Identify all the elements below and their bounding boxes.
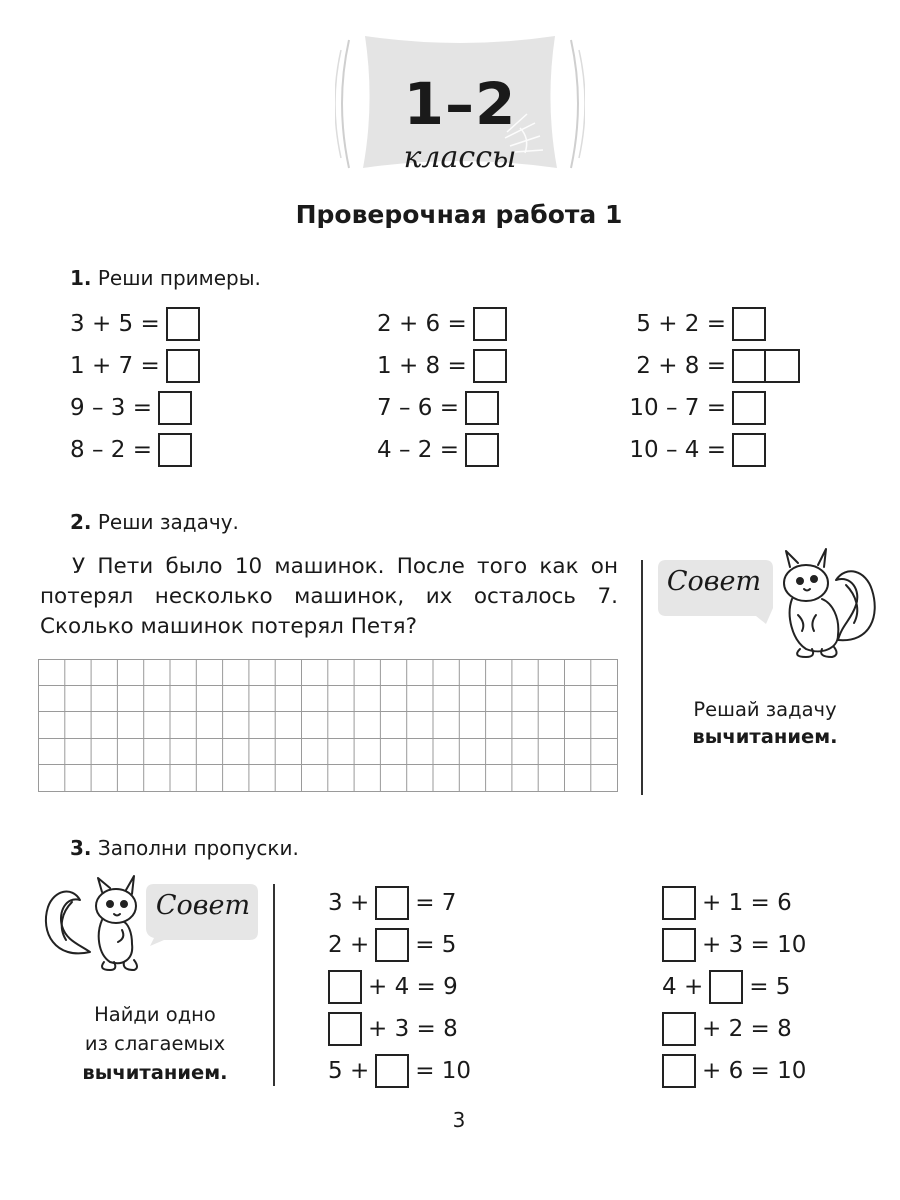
equation-text: = 7 <box>415 890 457 916</box>
answer-box[interactable] <box>158 433 192 467</box>
blank-box[interactable] <box>662 1054 696 1088</box>
equation-text: + 6 = 10 <box>702 1058 807 1084</box>
task3-instruction: Заполни пропуски. <box>97 836 299 860</box>
equation <box>626 305 800 343</box>
answer-box[interactable] <box>465 433 499 467</box>
equation <box>328 1010 471 1048</box>
equation-text: 5 + 2 = <box>636 311 726 337</box>
blank-box[interactable] <box>709 970 743 1004</box>
grade-badge <box>335 28 585 178</box>
task3-column-left <box>328 884 471 1090</box>
tip-label: Совет <box>666 566 762 597</box>
equation <box>626 431 800 469</box>
answer-box[interactable] <box>473 349 507 383</box>
answer-box[interactable] <box>166 349 200 383</box>
equation-text: 9 – 3 = <box>70 395 152 421</box>
answer-box[interactable] <box>158 391 192 425</box>
grade-label: классы <box>403 140 517 175</box>
equation-text: 2 + <box>328 932 370 958</box>
tip-line: Найди одно <box>94 1003 216 1026</box>
equation-text: 4 + <box>662 974 704 1000</box>
equation <box>70 347 200 385</box>
divider <box>273 884 275 1086</box>
problem-sentence: У Пети было 10 машинок. После того как он потерял несколько машинок, их осталось 7. Сколько машинок потерял Петя? <box>40 554 618 639</box>
task2-number: 2. <box>70 510 92 534</box>
squirrel-icon <box>40 872 145 972</box>
equation-text: + 3 = 8 <box>368 1016 458 1042</box>
blank-box[interactable] <box>375 886 409 920</box>
task1-number: 1. <box>70 266 92 290</box>
blank-box[interactable] <box>662 886 696 920</box>
equation-text: + 1 = 6 <box>702 890 792 916</box>
grade-number: 1–2 <box>403 70 517 138</box>
equation-text: 8 – 2 = <box>70 437 152 463</box>
equation-text: 2 + 6 = <box>377 311 467 337</box>
task3-heading <box>70 836 299 860</box>
equation-text: = 5 <box>749 974 791 1000</box>
task1-column-1 <box>70 305 200 469</box>
answer-box[interactable] <box>732 307 766 341</box>
tip-line-bold: вычитанием. <box>692 725 838 748</box>
page-title: Проверочная работа 1 <box>295 200 623 229</box>
equation-text: = 5 <box>415 932 457 958</box>
answer-box[interactable] <box>473 307 507 341</box>
task1-instruction: Реши примеры. <box>97 266 261 290</box>
equation <box>662 1010 806 1048</box>
blank-box[interactable] <box>662 1012 696 1046</box>
equation <box>377 305 507 343</box>
equation <box>662 968 806 1006</box>
answer-box[interactable] <box>732 391 766 425</box>
answer-box-tens[interactable] <box>732 349 766 383</box>
equation <box>328 1052 471 1090</box>
equation-text: 4 – 2 = <box>377 437 459 463</box>
page-number: 3 <box>452 1108 466 1132</box>
task3-tip-text <box>50 1000 260 1087</box>
equation <box>377 431 507 469</box>
blank-box[interactable] <box>328 1012 362 1046</box>
answer-box-ones[interactable] <box>766 349 800 383</box>
equation-text: + 2 = 8 <box>702 1016 792 1042</box>
equation <box>70 389 200 427</box>
equation <box>328 968 471 1006</box>
equation-text: 1 + 7 = <box>70 353 160 379</box>
equation-text: 3 + <box>328 890 370 916</box>
squirrel-icon <box>776 545 881 665</box>
equation-text: 3 + 5 = <box>70 311 160 337</box>
equation <box>662 926 806 964</box>
equation <box>328 884 471 922</box>
equation-text: = 10 <box>415 1058 472 1084</box>
equation-text: + 4 = 9 <box>368 974 458 1000</box>
equation <box>626 347 800 385</box>
blank-box[interactable] <box>328 970 362 1004</box>
task1-column-3 <box>626 305 800 469</box>
tip-line: из слагаемых <box>84 1032 226 1055</box>
task2-instruction: Реши задачу. <box>97 510 239 534</box>
tip-line: Решай задачу <box>693 698 837 721</box>
task1-heading <box>70 266 261 290</box>
equation-text: 1 + 8 = <box>377 353 467 379</box>
blank-box[interactable] <box>375 928 409 962</box>
task3-column-right <box>662 884 806 1090</box>
blank-box[interactable] <box>662 928 696 962</box>
equation <box>70 431 200 469</box>
equation <box>70 305 200 343</box>
answer-grid[interactable] <box>38 659 618 792</box>
task1-column-2 <box>377 305 507 469</box>
equation-text: + 3 = 10 <box>702 932 807 958</box>
task2-tip-text <box>660 696 870 750</box>
equation <box>662 884 806 922</box>
task2-problem-text <box>40 552 618 642</box>
task2-heading <box>70 510 239 534</box>
task3-number: 3. <box>70 836 92 860</box>
equation-text: 5 + <box>328 1058 370 1084</box>
equation <box>377 347 507 385</box>
equation-text: 7 – 6 = <box>377 395 459 421</box>
divider <box>641 560 643 795</box>
tip-line-bold: вычитанием. <box>82 1061 228 1084</box>
tip-label: Совет <box>155 890 251 921</box>
answer-box[interactable] <box>166 307 200 341</box>
equation-text: 10 – 4 = <box>629 437 726 463</box>
equation-text: 2 + 8 = <box>636 353 726 379</box>
answer-box[interactable] <box>465 391 499 425</box>
equation-text: 10 – 7 = <box>629 395 726 421</box>
equation <box>662 1052 806 1090</box>
equation <box>626 389 800 427</box>
blank-box[interactable] <box>375 1054 409 1088</box>
answer-box[interactable] <box>732 433 766 467</box>
equation <box>328 926 471 964</box>
equation <box>377 389 507 427</box>
